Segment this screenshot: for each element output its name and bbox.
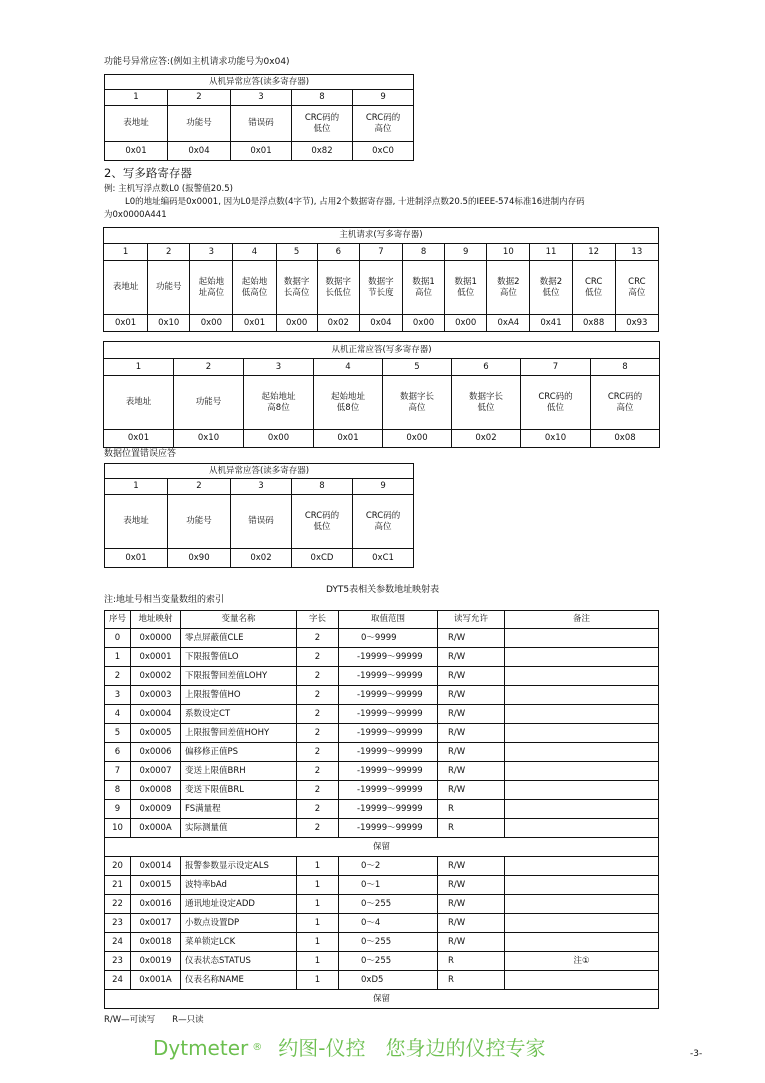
- cell-word-length: 2: [297, 629, 339, 648]
- cell-seq: 23: [105, 914, 131, 933]
- cell-seq: 21: [105, 876, 131, 895]
- table-row: [105, 971, 659, 990]
- cell-remark: [505, 857, 659, 876]
- cell-variable-name: 波特率bAd: [181, 876, 297, 895]
- table-row: [105, 743, 659, 762]
- table-title: 从机异常应答(读多寄存器): [105, 464, 414, 479]
- cell-remark: [505, 629, 659, 648]
- cell-seq: 5: [105, 724, 131, 743]
- cell-remark: [505, 971, 659, 990]
- label-row: [105, 106, 414, 142]
- cell-read-write: R/W: [438, 895, 505, 914]
- field-index: 7: [359, 244, 402, 261]
- field-index: 1: [104, 359, 174, 376]
- field-value: 0x01: [105, 142, 168, 161]
- header-value-range: 取值范围: [339, 611, 438, 629]
- field-value: 0x82: [292, 142, 353, 161]
- table-row: [105, 781, 659, 800]
- cell-word-length: 2: [297, 819, 339, 838]
- field-index: 3: [244, 359, 314, 376]
- cell-read-write: R/W: [438, 914, 505, 933]
- cell-seq: 6: [105, 743, 131, 762]
- cell-value-range: -19999～99999: [339, 762, 438, 781]
- cell-remark: [505, 819, 659, 838]
- field-label: 错误码: [231, 106, 292, 142]
- field-label: 起始地址 高8位: [244, 376, 314, 430]
- field-value: 0x00: [276, 315, 317, 332]
- cell-word-length: 2: [297, 781, 339, 800]
- field-index: 10: [487, 244, 530, 261]
- field-value: 0x93: [615, 315, 658, 332]
- rw-legend: R/W—可读写 R—只读: [104, 1015, 204, 1025]
- reserved-row: [105, 990, 659, 1009]
- map-note: 注:地址号相当变量数组的索引: [104, 595, 225, 605]
- cell-word-length: 2: [297, 667, 339, 686]
- cell-value-range: -19999～99999: [339, 781, 438, 800]
- table-row: [105, 914, 659, 933]
- cell-read-write: R/W: [438, 857, 505, 876]
- cell-address: 0x0018: [131, 933, 181, 952]
- cell-address: 0x0005: [131, 724, 181, 743]
- field-index: 9: [353, 90, 414, 106]
- master-request-table: [103, 227, 659, 332]
- cell-read-write: R/W: [438, 686, 505, 705]
- label-row: [104, 376, 660, 430]
- cell-word-length: 1: [297, 895, 339, 914]
- field-index: 6: [317, 244, 359, 261]
- field-value: 0x41: [530, 315, 572, 332]
- cell-remark: [505, 876, 659, 895]
- field-value: 0x08: [591, 430, 660, 448]
- field-index: 8: [292, 90, 353, 106]
- cell-read-write: R/W: [438, 743, 505, 762]
- cell-address: 0x0000: [131, 629, 181, 648]
- cell-variable-name: 报警参数显示设定ALS: [181, 857, 297, 876]
- cell-variable-name: 系数设定CT: [181, 705, 297, 724]
- field-label: 表地址: [105, 495, 168, 549]
- footer-brand: [153, 1036, 545, 1060]
- table-row: [105, 705, 659, 724]
- cell-value-range: 0～1: [339, 876, 438, 895]
- cell-word-length: 1: [297, 933, 339, 952]
- title-row: [104, 342, 660, 359]
- field-value: 0x04: [359, 315, 402, 332]
- cell-address: 0x0015: [131, 876, 181, 895]
- cell-word-length: 1: [297, 952, 339, 971]
- table-row: [105, 648, 659, 667]
- cell-variable-name: 上限报警值HO: [181, 686, 297, 705]
- field-index: 2: [174, 359, 244, 376]
- cell-word-length: 1: [297, 971, 339, 990]
- table-row: [105, 876, 659, 895]
- field-label: 表地址: [105, 106, 168, 142]
- cell-value-range: -19999～99999: [339, 819, 438, 838]
- field-label: 功能号: [148, 261, 190, 315]
- table-row: [105, 857, 659, 876]
- cell-address: 0x0016: [131, 895, 181, 914]
- table-row: [105, 819, 659, 838]
- cell-address: 0x0002: [131, 667, 181, 686]
- example-line-2: L0的地址编码是0x0001, 因为L0是浮点数(4字节), 占用2个数据寄存器, 十进制浮点数20.5的IEEE-574标准16进制内存码: [125, 197, 585, 207]
- cell-variable-name: 偏移修正值PS: [181, 743, 297, 762]
- field-value: 0x01: [104, 430, 174, 448]
- cell-value-range: 0～255: [339, 952, 438, 971]
- field-index: 13: [615, 244, 658, 261]
- field-value: 0x00: [402, 315, 444, 332]
- data-position-error-table: [104, 463, 414, 568]
- map-title: DYT5表相关参数地址映射表: [326, 585, 440, 595]
- field-value: 0x01: [233, 315, 276, 332]
- field-label: CRC码的 高位: [353, 495, 414, 549]
- cell-variable-name: 实际测量值: [181, 819, 297, 838]
- field-index: 7: [521, 359, 591, 376]
- table-row: [105, 724, 659, 743]
- table-row: [105, 952, 659, 971]
- field-label: 数据字 长低位: [317, 261, 359, 315]
- field-index: 2: [168, 90, 231, 106]
- cell-seq: 24: [105, 933, 131, 952]
- header-word-length: 字长: [297, 611, 339, 629]
- field-label: CRC码的 低位: [521, 376, 591, 430]
- field-index: 8: [402, 244, 444, 261]
- cell-variable-name: 变送下限值BRL: [181, 781, 297, 800]
- cell-word-length: 2: [297, 724, 339, 743]
- cell-value-range: -19999～99999: [339, 724, 438, 743]
- reserved-row: [105, 838, 659, 857]
- cell-address: 0x0004: [131, 705, 181, 724]
- cell-value-range: -19999～99999: [339, 686, 438, 705]
- cell-read-write: R/W: [438, 705, 505, 724]
- reserved-label: 保留: [105, 838, 659, 857]
- table-title: 主机请求(写多寄存器): [104, 228, 659, 244]
- field-label: 数据字长 高位: [383, 376, 452, 430]
- cell-remark: [505, 705, 659, 724]
- cell-address: 0x0001: [131, 648, 181, 667]
- data-position-error-title: 数据位置错误应答: [104, 449, 177, 459]
- table-row: [105, 686, 659, 705]
- field-value: 0x10: [148, 315, 190, 332]
- field-value: 0x00: [383, 430, 452, 448]
- cell-read-write: R/W: [438, 762, 505, 781]
- cell-variable-name: 上限报警回差值HOHY: [181, 724, 297, 743]
- value-row: [104, 315, 659, 332]
- header-row: [105, 611, 659, 629]
- field-label: 数据字 长高位: [276, 261, 317, 315]
- table-row: [105, 762, 659, 781]
- cell-value-range: 0～255: [339, 895, 438, 914]
- cell-remark: [505, 648, 659, 667]
- cell-seq: 3: [105, 686, 131, 705]
- cell-seq: 7: [105, 762, 131, 781]
- cell-read-write: R/W: [438, 724, 505, 743]
- field-label: 数据1 低位: [445, 261, 487, 315]
- brand-name: Dytmeter: [153, 1036, 249, 1060]
- field-label: 起始地 址高位: [190, 261, 233, 315]
- cell-seq: 20: [105, 857, 131, 876]
- field-label: 数据1 高位: [402, 261, 444, 315]
- cell-value-range: -19999～99999: [339, 648, 438, 667]
- cell-address: 0x0006: [131, 743, 181, 762]
- cell-value-range: 0xD5: [339, 971, 438, 990]
- field-value: 0x02: [231, 549, 292, 568]
- field-label: 表地址: [104, 376, 174, 430]
- cell-value-range: -19999～99999: [339, 667, 438, 686]
- field-index: 6: [452, 359, 521, 376]
- field-label: CRC 低位: [572, 261, 615, 315]
- cell-read-write: R: [438, 800, 505, 819]
- label-row: [105, 495, 414, 549]
- cell-read-write: R/W: [438, 781, 505, 800]
- field-value: 0x04: [168, 142, 231, 161]
- cell-read-write: R/W: [438, 629, 505, 648]
- field-label: 起始地 低高位: [233, 261, 276, 315]
- field-index: 8: [292, 479, 353, 495]
- example-line-1: 例: 主机写浮点数L0 (报警值20.5): [104, 184, 233, 194]
- cell-remark: [505, 800, 659, 819]
- registered-mark: ®: [252, 1042, 263, 1053]
- field-index: 1: [105, 479, 168, 495]
- cell-remark: [505, 762, 659, 781]
- cell-read-write: R/W: [438, 933, 505, 952]
- section-heading-write-multi: 2、写多路寄存器: [104, 166, 192, 180]
- field-value: 0xC1: [353, 549, 414, 568]
- index-row: [104, 359, 660, 376]
- title-row: [105, 464, 414, 479]
- field-label: 功能号: [168, 106, 231, 142]
- cell-address: 0x0003: [131, 686, 181, 705]
- value-row: [104, 430, 660, 448]
- field-index: 2: [168, 479, 231, 495]
- field-index: 11: [530, 244, 572, 261]
- value-row: [105, 549, 414, 568]
- field-index: 9: [353, 479, 414, 495]
- header-seq: 序号: [105, 611, 131, 629]
- cell-word-length: 2: [297, 705, 339, 724]
- cell-address: 0x0019: [131, 952, 181, 971]
- field-index: 4: [314, 359, 383, 376]
- field-label: 表地址: [104, 261, 148, 315]
- table-row: [105, 933, 659, 952]
- cell-word-length: 1: [297, 876, 339, 895]
- field-label: CRC码的 高位: [353, 106, 414, 142]
- cell-address: 0x000A: [131, 819, 181, 838]
- field-label: CRC码的 低位: [292, 106, 353, 142]
- cell-variable-name: 下限报警回差值LOHY: [181, 667, 297, 686]
- cell-seq: 10: [105, 819, 131, 838]
- field-label: CRC码的 高位: [591, 376, 660, 430]
- field-label: CRC 高位: [615, 261, 658, 315]
- table-row: [105, 667, 659, 686]
- cell-variable-name: FS满量程: [181, 800, 297, 819]
- cell-remark: [505, 686, 659, 705]
- cell-seq: 22: [105, 895, 131, 914]
- title-row: [105, 75, 414, 90]
- cell-remark: [505, 914, 659, 933]
- cell-address: 0x0007: [131, 762, 181, 781]
- field-value: 0x00: [190, 315, 233, 332]
- cell-address: 0x001A: [131, 971, 181, 990]
- label-row: [104, 261, 659, 315]
- field-index: 9: [445, 244, 487, 261]
- cell-variable-name: 通讯地址设定ADD: [181, 895, 297, 914]
- header-remark: 备注: [505, 611, 659, 629]
- cell-value-range: -19999～99999: [339, 705, 438, 724]
- cell-seq: 2: [105, 667, 131, 686]
- field-value: 0x00: [445, 315, 487, 332]
- header-address: 地址映射: [131, 611, 181, 629]
- field-value: 0x02: [452, 430, 521, 448]
- title-row: [104, 228, 659, 244]
- field-value: 0xA4: [487, 315, 530, 332]
- exception-response-table: [104, 74, 414, 161]
- cell-variable-name: 菜单锁定LCK: [181, 933, 297, 952]
- field-label: 功能号: [168, 495, 231, 549]
- field-index: 12: [572, 244, 615, 261]
- field-value: 0x01: [105, 549, 168, 568]
- field-index: 3: [231, 90, 292, 106]
- reserved-label: 保留: [105, 990, 659, 1009]
- field-value: 0x90: [168, 549, 231, 568]
- field-value: 0xCD: [292, 549, 353, 568]
- field-value: 0x00: [244, 430, 314, 448]
- cell-remark: [505, 895, 659, 914]
- cell-remark: [505, 667, 659, 686]
- field-label: 数据2 高位: [487, 261, 530, 315]
- field-index: 2: [148, 244, 190, 261]
- cell-remark: [505, 724, 659, 743]
- cell-variable-name: 小数点设置DP: [181, 914, 297, 933]
- field-value: 0x01: [231, 142, 292, 161]
- cell-seq: 1: [105, 648, 131, 667]
- cell-address: 0x0014: [131, 857, 181, 876]
- cell-remark: [505, 743, 659, 762]
- cell-remark: [505, 933, 659, 952]
- cell-seq: 4: [105, 705, 131, 724]
- header-read-write: 读写允许: [438, 611, 505, 629]
- field-index: 8: [591, 359, 660, 376]
- page-number: -3-: [690, 1049, 703, 1059]
- field-index: 3: [231, 479, 292, 495]
- cell-variable-name: 仪表状态STATUS: [181, 952, 297, 971]
- field-value: 0x10: [521, 430, 591, 448]
- slave-normal-response-table: [103, 341, 660, 448]
- cell-variable-name: 仪表名称NAME: [181, 971, 297, 990]
- value-row: [105, 142, 414, 161]
- cell-word-length: 1: [297, 914, 339, 933]
- index-row: [104, 244, 659, 261]
- cell-variable-name: 零点屏蔽值CLE: [181, 629, 297, 648]
- field-label: 错误码: [231, 495, 292, 549]
- cell-variable-name: 下限报警值LO: [181, 648, 297, 667]
- cell-read-write: R: [438, 819, 505, 838]
- table-title: 从机正常应答(写多寄存器): [104, 342, 660, 359]
- cell-address: 0x0009: [131, 800, 181, 819]
- field-label: 数据2 低位: [530, 261, 572, 315]
- cell-value-range: 0～255: [339, 933, 438, 952]
- field-index: 4: [233, 244, 276, 261]
- field-value: 0x10: [174, 430, 244, 448]
- field-label: 起始地址 低8位: [314, 376, 383, 430]
- cell-seq: 24: [105, 971, 131, 990]
- field-label: CRC码的 低位: [292, 495, 353, 549]
- cell-value-range: -19999～99999: [339, 743, 438, 762]
- field-value: 0x01: [314, 430, 383, 448]
- cell-word-length: 2: [297, 762, 339, 781]
- cell-seq: 23: [105, 952, 131, 971]
- field-value: 0x02: [317, 315, 359, 332]
- cell-read-write: R/W: [438, 667, 505, 686]
- example-line-3: 为0x0000A441: [104, 210, 167, 220]
- table-row: [105, 800, 659, 819]
- cell-read-write: R: [438, 952, 505, 971]
- table-title: 从机异常应答(读多寄存器): [105, 75, 414, 90]
- cell-value-range: 0～4: [339, 914, 438, 933]
- cell-word-length: 2: [297, 800, 339, 819]
- field-index: 1: [105, 90, 168, 106]
- cell-remark: [505, 781, 659, 800]
- cell-value-range: 0～2: [339, 857, 438, 876]
- cell-address: 0x0017: [131, 914, 181, 933]
- cell-seq: 0: [105, 629, 131, 648]
- cell-seq: 8: [105, 781, 131, 800]
- table-row: [105, 629, 659, 648]
- field-label: 功能号: [174, 376, 244, 430]
- cell-read-write: R: [438, 971, 505, 990]
- field-label: 数据字长 低位: [452, 376, 521, 430]
- field-value: 0x88: [572, 315, 615, 332]
- cell-word-length: 2: [297, 743, 339, 762]
- cell-value-range: 0～9999: [339, 629, 438, 648]
- exception-intro: 功能号异常应答:(例如主机请求功能号为0x04): [104, 57, 290, 67]
- cell-variable-name: 变送上限值BRH: [181, 762, 297, 781]
- index-row: [105, 90, 414, 106]
- field-value: 0xC0: [353, 142, 414, 161]
- field-label: 数据字 节长度: [359, 261, 402, 315]
- brand-slogan: 约图-仪控 您身边的仪控专家: [278, 1036, 546, 1060]
- cell-address: 0x0008: [131, 781, 181, 800]
- field-index: 1: [104, 244, 148, 261]
- index-row: [105, 479, 414, 495]
- cell-value-range: -19999～99999: [339, 800, 438, 819]
- header-variable-name: 变量名称: [181, 611, 297, 629]
- field-index: 5: [383, 359, 452, 376]
- address-map-table: [104, 610, 659, 1009]
- field-value: 0x01: [104, 315, 148, 332]
- cell-read-write: R/W: [438, 648, 505, 667]
- cell-word-length: 2: [297, 686, 339, 705]
- table-row: [105, 895, 659, 914]
- cell-word-length: 1: [297, 857, 339, 876]
- cell-seq: 9: [105, 800, 131, 819]
- cell-read-write: R/W: [438, 876, 505, 895]
- cell-remark: 注①: [505, 952, 659, 971]
- field-index: 5: [276, 244, 317, 261]
- field-index: 3: [190, 244, 233, 261]
- cell-word-length: 2: [297, 648, 339, 667]
